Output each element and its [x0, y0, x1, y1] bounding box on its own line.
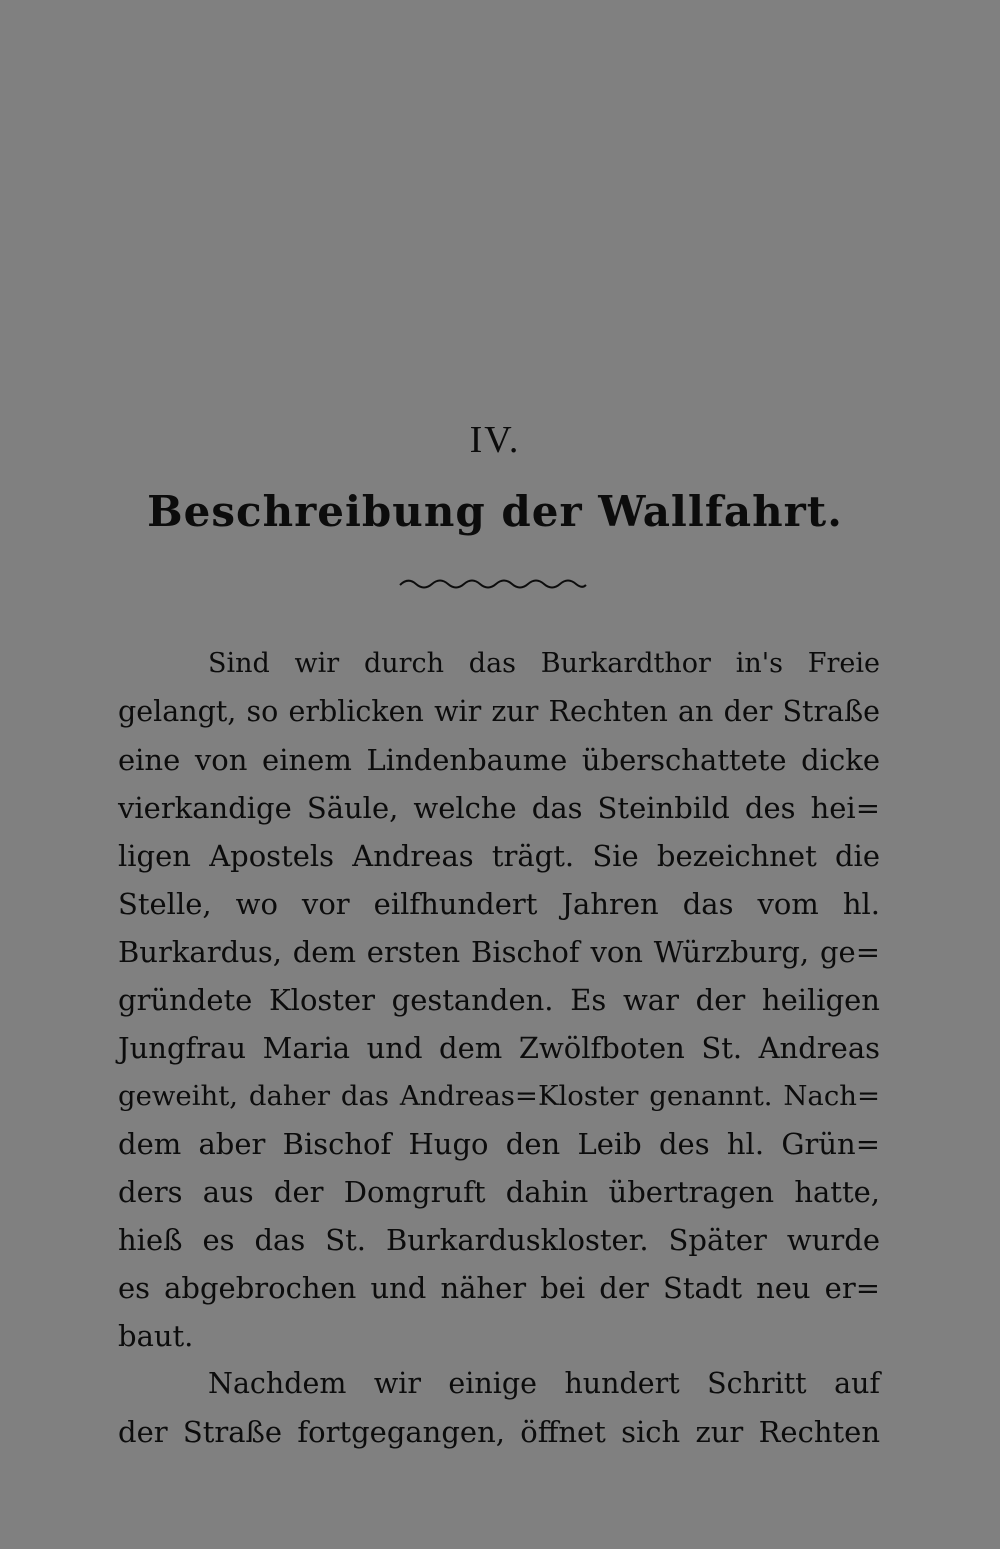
text-line: Sind wir durch das Burkardthor in's Freie: [208, 648, 880, 679]
text-line: Stelle, wo vor eilfhundert Jahren das vom hl.: [118, 887, 880, 921]
text-line: gründete Kloster gestanden. Es war der heiligen: [118, 983, 880, 1017]
text-line: Nachdem wir einige hundert Schritt auf: [208, 1367, 880, 1400]
chapter-number: IV.: [469, 419, 521, 461]
text-line: eine von einem Lindenbaume überschattete dicke: [118, 743, 880, 777]
text-line: geweiht, daher das Andreas=Kloster genannt. Nach=: [118, 1080, 880, 1112]
chapter-title: Beschreibung der Wallfahrt.: [147, 487, 843, 536]
text-line: ders aus der Domgruft dahin übertragen hatte,: [118, 1175, 880, 1209]
text-line: ligen Apostels Andreas trägt. Sie bezeichnet die: [118, 839, 880, 873]
text-line: Burkardus, dem ersten Bischof von Würzburg, ge=: [118, 935, 880, 969]
text-line: vierkandige Säule, welche das Steinbild des hei=: [118, 791, 880, 825]
text-line: hieß es das St. Burkarduskloster. Später wurde: [118, 1223, 880, 1257]
wavy-divider-ornament: [398, 572, 588, 596]
body-text: [118, 640, 880, 1456]
text-line: gelangt, so erblicken wir zur Rechten an der Straße: [118, 695, 880, 728]
text-line: baut.: [118, 1319, 194, 1353]
text-line: der Straße fortgegangen, öffnet sich zur Rechten: [118, 1415, 880, 1449]
text-line: es abgebrochen und näher bei der Stadt neu er=: [118, 1271, 880, 1305]
text-line: Jungfrau Maria und dem Zwölfboten St. Andreas: [118, 1031, 880, 1065]
text-line: dem aber Bischof Hugo den Leib des hl. Grün=: [118, 1127, 880, 1161]
